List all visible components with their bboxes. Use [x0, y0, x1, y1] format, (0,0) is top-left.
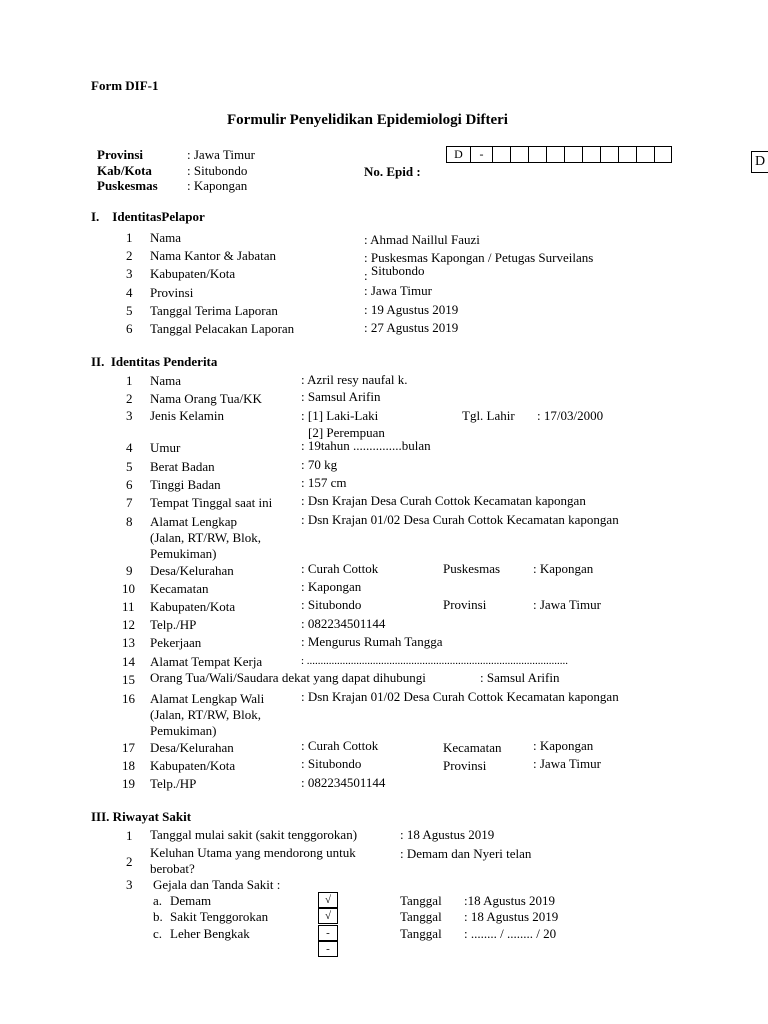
- s2-no: 10: [122, 581, 135, 596]
- s1-no: 3: [126, 266, 133, 281]
- s2-no: 15: [122, 672, 135, 687]
- s2-value: : Mengurus Rumah Tangga: [301, 634, 443, 649]
- epid-cell: -: [471, 147, 493, 162]
- epid-cell: [619, 147, 637, 162]
- s2-no: 17: [122, 740, 135, 755]
- s1-no: 2: [126, 248, 133, 263]
- s2-value: : Situbondo: [301, 756, 362, 771]
- s2-label-line3: Pemukiman): [150, 723, 217, 738]
- puskesmas-label: Puskesmas: [97, 178, 158, 193]
- s2-extra-value: : Jawa Timur: [533, 597, 601, 612]
- s2-label: Desa/Kelurahan: [150, 740, 234, 755]
- s2-extra-label: Puskesmas: [443, 561, 501, 576]
- s2-value: : Curah Cottok: [301, 561, 379, 576]
- s2-label: Kabupaten/Kota: [150, 599, 236, 614]
- s3-value: : 18 Agustus 2019: [400, 827, 495, 842]
- epid-number-boxes: [446, 146, 672, 163]
- epid-cell: [529, 147, 547, 162]
- s2-label-line3: Pemukiman): [150, 546, 217, 561]
- s3-no: 1: [126, 828, 133, 843]
- symptom-checkbox[interactable]: -: [318, 941, 338, 957]
- section3-title: III. Riwayat Sakit: [91, 809, 192, 824]
- s2-value: : Situbondo: [301, 597, 362, 612]
- s2-value: : Dsn Krajan 01/02 Desa Curah Cottok Kecamatan kapongan: [301, 512, 619, 527]
- s2-value: : Kapongan: [301, 579, 362, 594]
- s3-label: Gejala dan Tanda Sakit :: [153, 877, 281, 892]
- symptom-date-label: Tanggal: [400, 926, 442, 941]
- gender-option-2: [2] Perempuan: [308, 425, 385, 440]
- s2-no: 19: [122, 776, 135, 791]
- symptom-label: Sakit Tenggorokan: [170, 909, 269, 924]
- epid-cell: [547, 147, 565, 162]
- s2-value: : Dsn Krajan Desa Curah Cottok Kecamatan kapongan: [301, 493, 586, 508]
- s2-value: : 082234501144: [301, 616, 386, 631]
- symptom-checkbox[interactable]: √: [318, 908, 338, 924]
- s2-no: 3: [126, 408, 133, 423]
- s1-label: Kabupaten/Kota: [150, 266, 236, 281]
- s2-no: 1: [126, 373, 133, 388]
- s2-value: : ...............................................................................................: [301, 655, 569, 667]
- symptom-letter: c.: [153, 926, 163, 941]
- s2-value: : 157 cm: [301, 475, 347, 490]
- s2-no: 14: [122, 654, 135, 669]
- s2-label-line2: (Jalan, RT/RW, Blok,: [150, 707, 262, 722]
- epid-cell: D: [447, 147, 471, 162]
- symptom-letter: b.: [153, 909, 163, 924]
- s2-value: : 19tahun ...............bulan: [301, 438, 431, 453]
- symptom-date-label: Tanggal: [400, 909, 442, 924]
- s2-label: Berat Badan: [150, 459, 215, 474]
- puskesmas-value: : Kapongan: [187, 178, 248, 193]
- s1-label: Nama Kantor & Jabatan: [150, 248, 276, 263]
- s2-label: Kecamatan: [150, 581, 209, 596]
- birthdate-value: : 17/03/2000: [537, 408, 604, 423]
- s2-no: 5: [126, 459, 133, 474]
- form-code: Form DIF-1: [91, 78, 159, 93]
- epid-cell: [583, 147, 601, 162]
- birthdate-label: Tgl. Lahir: [462, 408, 515, 423]
- s2-no: 8: [126, 514, 133, 529]
- s1-label: Tanggal Terima Laporan: [150, 303, 278, 318]
- symptom-label: Leher Bengkak: [170, 926, 250, 941]
- gender-option-1: : [1] Laki-Laki: [301, 408, 379, 423]
- epid-cell: [655, 147, 673, 162]
- s2-extra-label: Kecamatan: [443, 740, 502, 755]
- s2-label: Jenis Kelamin: [150, 408, 225, 423]
- epid-label: No. Epid :: [364, 164, 421, 179]
- symptom-label: Demam: [170, 893, 212, 908]
- s1-value: : 19 Agustus 2019: [364, 302, 459, 317]
- s1-value: Situbondo: [371, 263, 425, 278]
- s2-label: Nama Orang Tua/KK: [150, 391, 262, 406]
- kab-label: Kab/Kota: [97, 163, 152, 178]
- section2-title: II. Identitas Penderita: [91, 354, 218, 369]
- provinsi-value: : Jawa Timur: [187, 147, 255, 162]
- s2-extra-value: : Kapongan: [533, 738, 594, 753]
- provinsi-label: Provinsi: [97, 147, 143, 162]
- s2-value: : Azril resy naufal k.: [301, 372, 408, 387]
- s2-no: 4: [126, 440, 133, 455]
- epid-cell: [637, 147, 655, 162]
- s2-value: : Samsul Arifin: [301, 389, 381, 404]
- s2-label-line2: (Jalan, RT/RW, Blok,: [150, 530, 262, 545]
- s2-no: 13: [122, 635, 135, 650]
- s2-value: : 70 kg: [301, 457, 338, 472]
- s2-label: Orang Tua/Wali/Saudara dekat yang dapat dihubungi: [150, 670, 426, 685]
- s1-label: Tanggal Pelacakan Laporan: [150, 321, 295, 336]
- s2-label: Alamat Lengkap Wali: [150, 691, 265, 706]
- s2-value: : 082234501144: [301, 775, 386, 790]
- s2-label: Nama: [150, 373, 182, 388]
- s2-extra-value: : Kapongan: [533, 561, 594, 576]
- symptom-date-value: : 18 Agustus 2019: [464, 909, 559, 924]
- s2-label: Telp./HP: [150, 776, 197, 791]
- s1-value: : Ahmad Naillul Fauzi: [364, 232, 480, 247]
- symptom-date-label: Tanggal: [400, 893, 442, 908]
- kab-value: : Situbondo: [187, 163, 248, 178]
- s1-no: 5: [126, 303, 133, 318]
- s2-no: 12: [122, 617, 135, 632]
- s3-no: 3: [126, 877, 133, 892]
- s2-label: Telp./HP: [150, 617, 197, 632]
- symptom-checkbox[interactable]: -: [318, 925, 338, 941]
- s1-label: Nama: [150, 230, 182, 245]
- symptom-date-value: :18 Agustus 2019: [464, 893, 556, 908]
- s2-label: Desa/Kelurahan: [150, 563, 234, 578]
- epid-cell: [493, 147, 511, 162]
- s1-colon: :: [364, 268, 368, 283]
- s2-extra-label: Provinsi: [443, 597, 487, 612]
- s2-extra-label: Provinsi: [443, 758, 487, 773]
- s2-value: : Dsn Krajan 01/02 Desa Curah Cottok Kecamatan kapongan: [301, 689, 619, 704]
- s2-no: 6: [126, 477, 133, 492]
- s2-value: : Curah Cottok: [301, 738, 379, 753]
- s2-no: 7: [126, 495, 133, 510]
- s2-extra-value: : Jawa Timur: [533, 756, 601, 771]
- epid-cell: [511, 147, 529, 162]
- s2-no: 18: [122, 758, 135, 773]
- section1-title: I. IdentitasPelapor: [91, 209, 205, 224]
- s1-no: 6: [126, 321, 133, 336]
- s2-label: Tinggi Badan: [150, 477, 221, 492]
- symptom-checkbox[interactable]: √: [318, 892, 338, 908]
- s1-value: : 27 Agustus 2019: [364, 320, 459, 335]
- s2-label: Alamat Tempat Kerja: [150, 654, 263, 669]
- s3-label: Keluhan Utama yang mendorong untuk: [150, 845, 356, 860]
- s2-label: Umur: [150, 440, 181, 455]
- s3-no: 2: [126, 854, 133, 869]
- s1-label: Provinsi: [150, 285, 194, 300]
- s2-no: 16: [122, 691, 135, 706]
- s2-no: 9: [126, 563, 133, 578]
- s2-label: Pekerjaan: [150, 635, 202, 650]
- symptom-date-value: : ........ / ........ / 20: [464, 926, 557, 941]
- s1-value: : Puskesmas Kapongan / Petugas Surveilans: [364, 250, 594, 265]
- s2-label: Alamat Lengkap: [150, 514, 237, 529]
- s1-no: 1: [126, 230, 133, 245]
- side-letter-box: D: [751, 151, 768, 173]
- form-title: Formulir Penyelidikan Epidemiologi Difteri: [227, 112, 508, 128]
- s3-label-line2: berobat?: [150, 861, 195, 876]
- symptom-letter: a.: [153, 893, 163, 908]
- epid-cell: [601, 147, 619, 162]
- s3-value: : Demam dan Nyeri telan: [400, 846, 532, 861]
- s2-no: 11: [122, 599, 135, 614]
- s1-no: 4: [126, 285, 133, 300]
- s2-label: Kabupaten/Kota: [150, 758, 236, 773]
- s1-value: : Jawa Timur: [364, 283, 432, 298]
- s2-no: 2: [126, 391, 133, 406]
- epid-cell: [565, 147, 583, 162]
- s2-value: : Samsul Arifin: [480, 670, 560, 685]
- s3-label: Tanggal mulai sakit (sakit tenggorokan): [150, 827, 358, 842]
- s2-label: Tempat Tinggal saat ini: [150, 495, 273, 510]
